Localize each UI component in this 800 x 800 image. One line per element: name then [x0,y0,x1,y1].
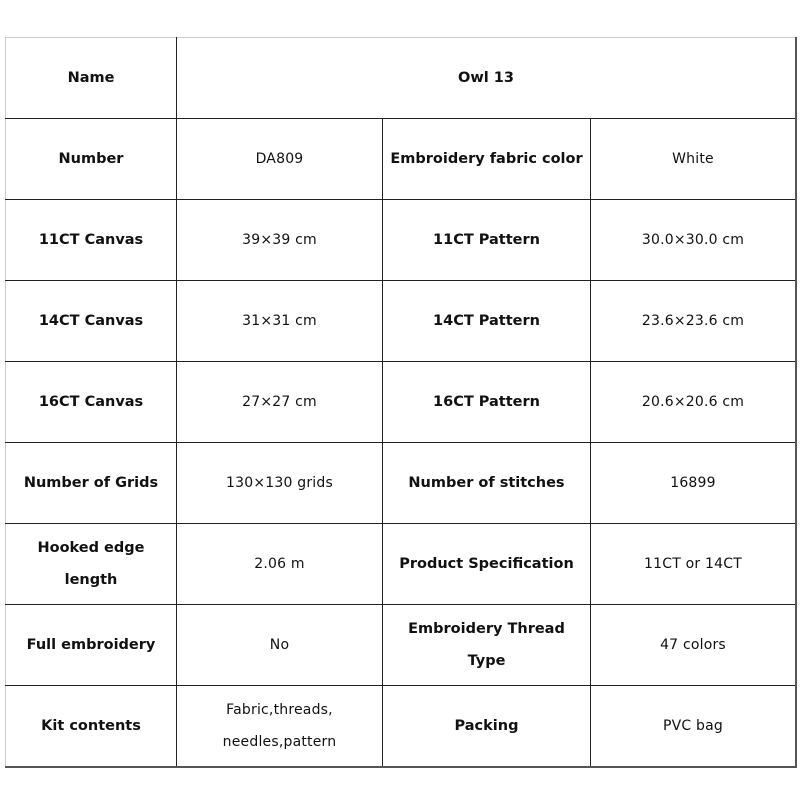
name-label: Name [6,38,177,119]
table-row [6,200,797,281]
spec-label: 11CT Pattern [383,200,591,281]
spec-value: 30.0×30.0 cm [591,200,797,281]
name-value: Owl 13 [177,38,797,119]
spec-value: No [177,605,383,686]
spec-label: Hooked edge length [6,524,177,605]
kit-contents-line: needles,pattern [222,734,337,750]
spec-value: 16899 [591,443,797,524]
spec-label: Number [6,119,177,200]
spec-label: Product Specification [383,524,591,605]
spec-value: 20.6×20.6 cm [591,362,797,443]
table-row [6,605,797,686]
kit-contents-label: Kit contents [6,686,177,768]
spec-value: White [591,119,797,200]
table-row-kit [6,686,797,768]
spec-value: 11CT or 14CT [591,524,797,605]
spec-label: Number of stitches [383,443,591,524]
kit-contents-line: Fabric,threads, [226,702,333,718]
product-spec-table [5,37,797,768]
spec-label: Embroidery fabric color [383,119,591,200]
table-row [6,362,797,443]
spec-value: DA809 [177,119,383,200]
spec-value: 31×31 cm [177,281,383,362]
kit-contents-value [177,686,383,768]
table-row-name [6,38,797,119]
spec-label: 16CT Pattern [383,362,591,443]
spec-value: 2.06 m [177,524,383,605]
table-row [6,524,797,605]
spec-label: 16CT Canvas [6,362,177,443]
spec-value: 23.6×23.6 cm [591,281,797,362]
table-row [6,281,797,362]
spec-label: Embroidery Thread Type [383,605,591,686]
spec-label: 11CT Canvas [6,200,177,281]
spec-value: 47 colors [591,605,797,686]
spec-label: Number of Grids [6,443,177,524]
spec-label: 14CT Canvas [6,281,177,362]
spec-value: 27×27 cm [177,362,383,443]
packing-label: Packing [383,686,591,768]
spec-value: 39×39 cm [177,200,383,281]
spec-value: 130×130 grids [177,443,383,524]
spec-label: 14CT Pattern [383,281,591,362]
table-row [6,443,797,524]
spec-label: Full embroidery [6,605,177,686]
packing-value: PVC bag [591,686,797,768]
table-row [6,119,797,200]
